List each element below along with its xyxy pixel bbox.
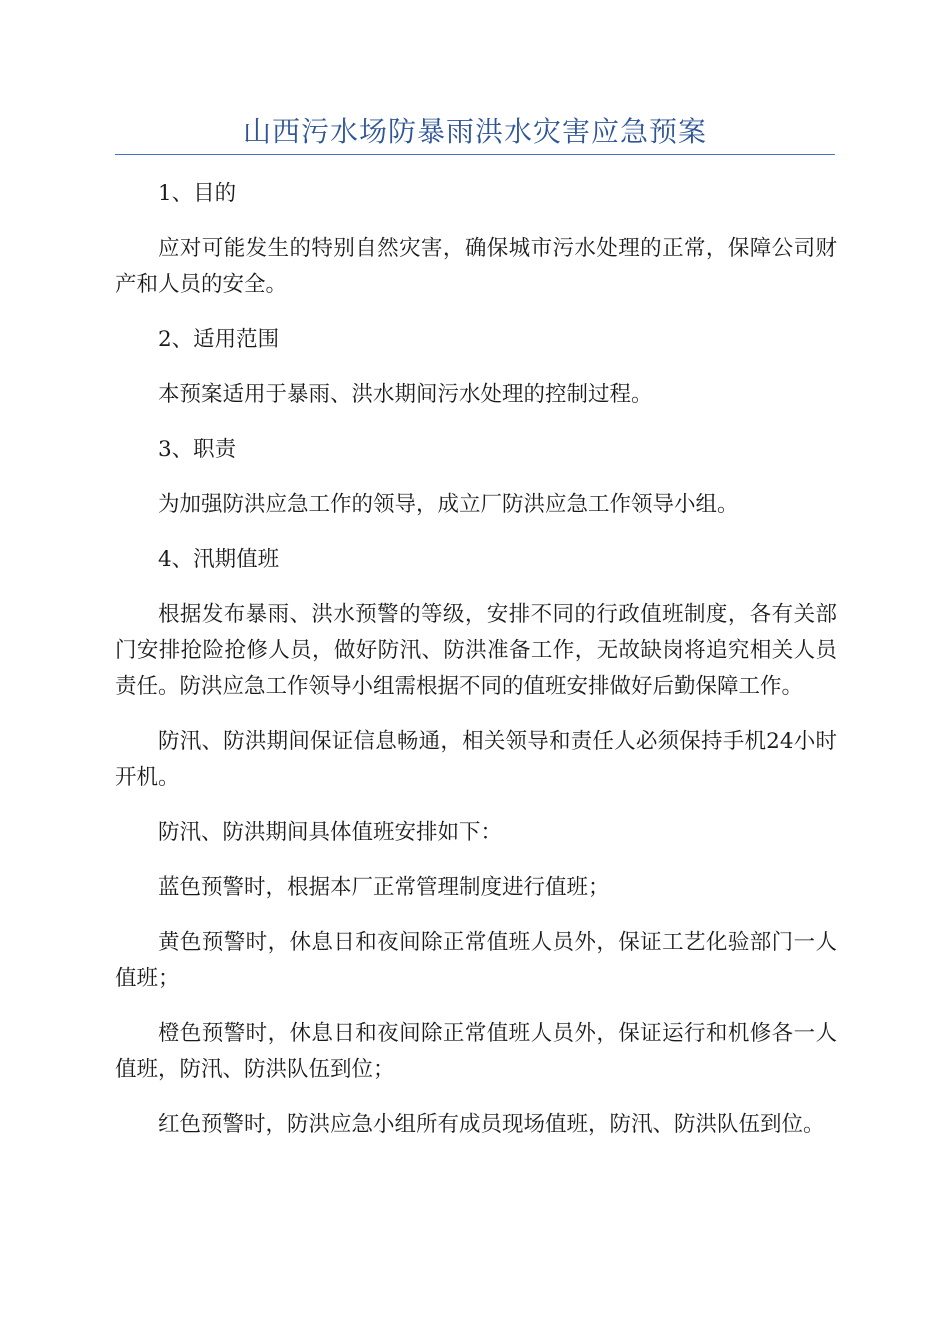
paragraph-scope: 本预案适用于暴雨、洪水期间污水处理的控制过程。 <box>158 382 653 407</box>
title-underline <box>115 154 835 155</box>
section-heading-purpose: 1、目的 <box>158 181 237 206</box>
paragraph-blue-warning: 蓝色预警时，根据本厂正常管理制度进行值班； <box>158 875 610 900</box>
section-heading-scope: 2、适用范围 <box>158 327 280 352</box>
section-heading-duties: 3、职责 <box>158 437 237 462</box>
paragraph-duty-intro: 防汛、防洪期间具体值班安排如下： <box>158 820 503 845</box>
paragraph-purpose: 应对可能发生的特别自然灾害，确保城市污水处理的正常，保障公司财产和人员的安全。 <box>115 236 837 297</box>
paragraph-communication: 防汛、防洪期间保证信息畅通，相关领导和责任人必须保持手机24小时开机。 <box>115 729 837 790</box>
paragraph-red-warning: 红色预警时，防洪应急小组所有成员现场值班，防汛、防洪队伍到位。 <box>158 1112 825 1137</box>
section-heading-flood-duty: 4、汛期值班 <box>158 547 280 572</box>
document-body <box>115 176 837 1162</box>
document-title: 山西污水场防暴雨洪水灾害应急预案 <box>242 115 707 148</box>
paragraph-yellow-warning: 黄色预警时，休息日和夜间除正常值班人员外，保证工艺化验部门一人值班； <box>115 930 837 991</box>
paragraph-duty-arrangement: 根据发布暴雨、洪水预警的等级，安排不同的行政值班制度，各有关部门安排抢险抢修人员，做好防汛、防洪准备工作，无故缺岗将追究相关人员责任。防洪应急工作领导小组需根据不同的值班安排做好后勤保障工作。 <box>115 602 837 699</box>
paragraph-orange-warning: 橙色预警时，休息日和夜间除正常值班人员外，保证运行和机修各一人值班，防汛、防洪队伍到位； <box>115 1021 837 1082</box>
paragraph-duties: 为加强防洪应急工作的领导，成立厂防洪应急工作领导小组。 <box>158 492 739 517</box>
